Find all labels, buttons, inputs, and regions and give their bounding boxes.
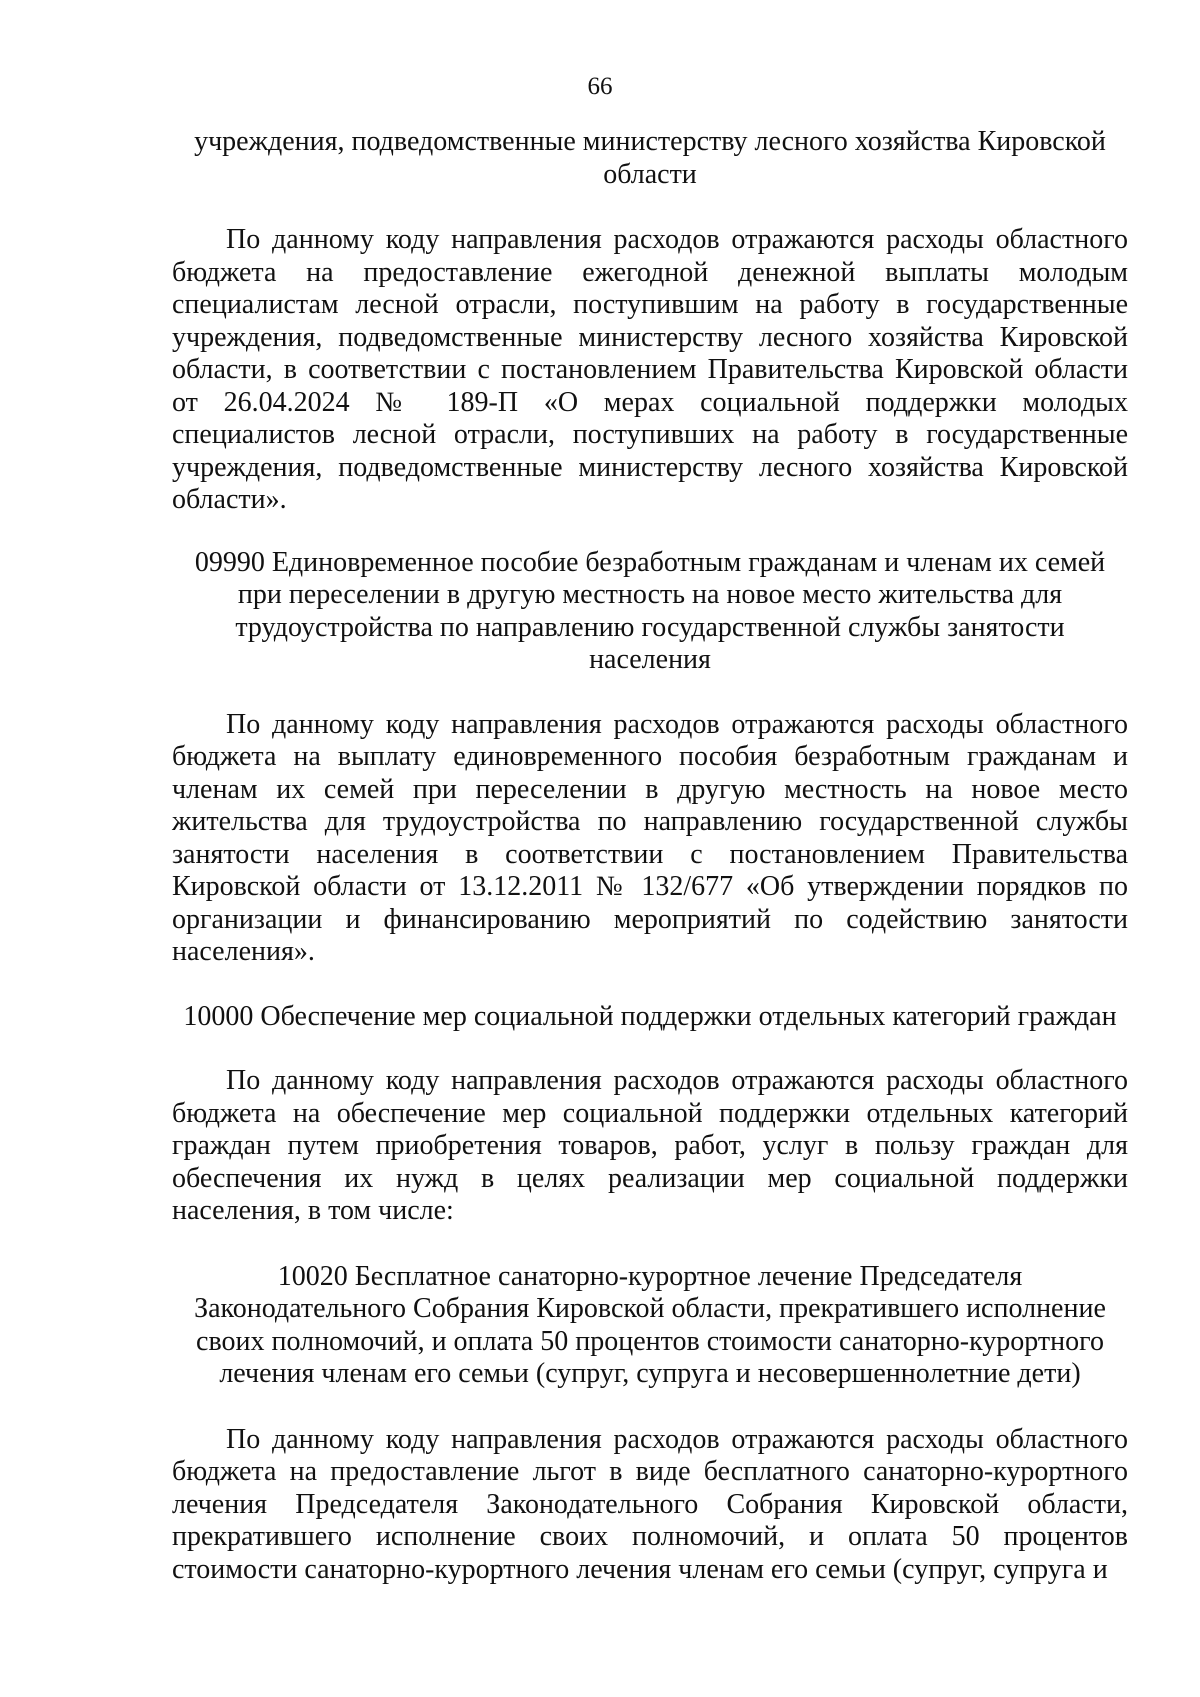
- page-number: 66: [587, 73, 613, 100]
- paragraph-text: По данному коду направления расходов отражаются расходы областного бюджета на предоставление ежегодной денежной выплаты молодым специалистам лесной отрасли, поступившим на работу в государственные учреждения, подведомственные министерству лесного хозяйства Кировской области, в соответствии с постановлением Правительства Кировской области от 26.04.2024 № 189-П «О мерах социальной поддержки молодых специалистов лесной отрасли, поступивших на работу в государственные учреждения, подведомственные министерству лесного хозяйства Кировской области».: [172, 224, 1128, 515]
- section-heading-continued: [172, 126, 1128, 191]
- paragraph-unemployed-relocation: [172, 709, 1128, 969]
- heading-text: 10000 Обеспечение мер социальной поддержки отдельных категорий граждан: [183, 1000, 1117, 1032]
- paragraph-sanatorium-treatment: [172, 1424, 1128, 1587]
- section-heading-10000: [172, 1001, 1128, 1034]
- document-body: [172, 126, 1128, 1586]
- section-heading-09990: [172, 547, 1128, 677]
- heading-text: учреждения, подведомственные министерству лесного хозяйства Кировской области: [194, 126, 1106, 190]
- paragraph-young-forestry-specialists: [172, 224, 1128, 517]
- heading-text: 10020 Бесплатное санаторно-курортное лечение Председателя Законодательного Собрания Кировской области, прекратившего исполнение своих полномочий, и оплата 50 процентов стоимости санаторно-курортного лечения членам его семьи (супруг, супруга и несовершеннолетние дети): [194, 1260, 1106, 1389]
- paragraph-text: По данному коду направления расходов отражаются расходы областного бюджета на предоставление льгот в виде бесплатного санаторно-курортного лечения Председателя Законодательного Собрания Кировской области, прекратившего исполнение своих полномочий, и оплата 50 процентов стоимости санаторно-курортного лечения членам его семьи (супруг, супруга и: [172, 1423, 1128, 1585]
- paragraph-social-support: [172, 1065, 1128, 1228]
- section-heading-10020: [172, 1261, 1128, 1391]
- paragraph-text: По данному коду направления расходов отражаются расходы областного бюджета на обеспечение мер социальной поддержки отдельных категорий граждан путем приобретения товаров, работ, услуг в пользу граждан для обеспечения их нужд в целях реализации мер социальной поддержки населения, в том числе:: [172, 1065, 1128, 1226]
- paragraph-text: По данному коду направления расходов отражаются расходы областного бюджета на выплату единовременного пособия безработным гражданам и членам их семей при переселении в другую местность на новое место жительства для трудоустройства по направлению государственной службы занятости населения в соответствии с постановлением Правительства Кировской области от 13.12.2011 № 132/677 «Об утверждении порядков по организации и финансированию мероприятий по содействию занятости населения».: [172, 708, 1128, 967]
- heading-text: 09990 Единовременное пособие безработным гражданам и членам их семей при переселении в другую местность на новое место жительства для трудоустройства по направлению государственной службы занятости населения: [194, 546, 1106, 675]
